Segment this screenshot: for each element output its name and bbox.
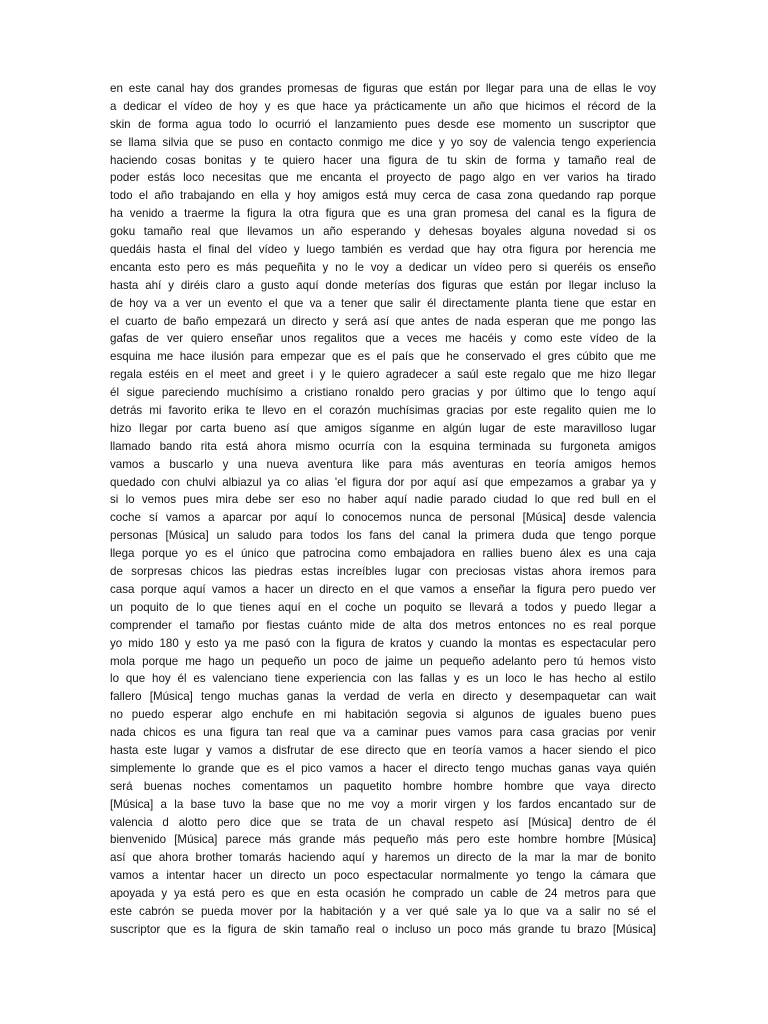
text-line: haciendo cosas bonitas y te quiero hacer una figura de tu skin de forma y tamaño real de xyxy=(110,153,656,167)
text-line: gafas de ver quiero enseñar unos regalitos que a veces me hacéis y como este vídeo de la xyxy=(110,332,656,346)
text-line: hasta ahí y diréis claro a gusto aquí donde meterías dos figuras que están por llegar incluso la xyxy=(110,278,656,292)
text-line: yo mido 180 y esto ya me pasó con la figura de kratos y cuando la montas es espectacular pero xyxy=(110,636,656,650)
text-line: si lo vemos pues mira debe ser eso no haber aquí nadie parado ciudad lo que red bull en el xyxy=(110,493,656,507)
text-line: vamos a buscarlo y una nueva aventura like para más aventuras en teoría amigos hemos xyxy=(110,457,656,471)
text-line: todo el año trabajando en ella y hoy amigos está muy cerca de casa zona quedando rap porque xyxy=(110,189,656,203)
text-line: skin de forma agua todo lo ocurrió el lanzamiento pues desde ese momento un suscriptor que xyxy=(110,117,656,131)
text-line: fallero [Música] tengo muchas ganas la verdad de verla en directo y desempaquetar can wait xyxy=(110,690,656,704)
text-line: nada chicos es una figura tan real que va a caminar pues vamos para casa gracias por venir xyxy=(110,726,656,740)
text-line: lo que hoy él es valenciano tiene experiencia con las fallas y es un loco le has hecho al estilo xyxy=(110,672,656,686)
text-line: suscriptor que es la figura de skin tamaño real o incluso un poco más grande tu brazo [Música] xyxy=(110,922,656,936)
text-line: comprender el tamaño por fiestas cuánto mide de alta dos metros entonces no es real porque xyxy=(110,618,656,632)
text-line: llega porque yo es el único que patrocina como embajadora en rallies bueno álex es una caja xyxy=(110,547,656,561)
text-line: de sorpresas chicos las piedras estas increíbles lugar con preciosas vistas ahora iremos para xyxy=(110,565,656,579)
text-line: regala estéis en el meet and greet i y le quiero agradecer a saúl este regalo que me hizo llegar xyxy=(110,368,656,382)
text-line: se llama silvia que se puso en contacto conmigo me dice y yo soy de valencia tengo experiencia xyxy=(110,135,656,149)
text-line: será buenas noches comentamos un paquetito hombre hombre hombre que vaya directo xyxy=(110,779,656,793)
text-line: goku tamaño real que llevamos un año esperando y dehesas boyales alguna novedad si os xyxy=(110,225,656,239)
text-line: apoyada y ya está pero es que en esta ocasión he comprado un cable de 24 metros para que xyxy=(110,887,656,901)
text-line: quedado con chulvi albiazul ya co alias 'el figura dor por aquí así que empezamos a grabar ya y xyxy=(110,475,656,489)
text-line: un poquito de lo que tienes aquí en el coche un poquito se llevará a todos y puedo llegar a xyxy=(110,600,656,614)
text-line: llamado bando rita está ahora mismo ocurría con la esquina terminada su furgoneta amigos xyxy=(110,439,656,453)
text-line: casa porque aquí vamos a hacer un directo en el que vamos a enseñar la figura pero puedo ver xyxy=(110,582,656,596)
transcript-text xyxy=(110,80,656,939)
text-line: personas [Música] un saludo para todos los fans del canal la primera duda que tengo porque xyxy=(110,529,656,543)
text-line: ha venido a traerme la figura la otra figura que es una gran promesa del canal es la figura de xyxy=(110,207,656,221)
text-line: poder estás loco necesitas que me encanta el proyecto de pago algo en ver varios ha tirado xyxy=(110,171,656,185)
text-line: así que ahora brother tomarás haciendo aquí y haremos un directo de la mar la mar de bonito xyxy=(110,851,656,865)
text-line: a dedicar el vídeo de hoy y es que hace ya prácticamente un año que hicimos el récord de la xyxy=(110,99,656,113)
text-line: simplemente lo grande que es el pico vamos a hacer el directo tengo muchas ganas vaya quién xyxy=(110,761,656,775)
text-line: esquina me hace ilusión para empezar que es el país que he conservado el gres cúbito que me xyxy=(110,350,656,364)
text-line: encanta esto pero es más pequeñita y no le voy a dedicar un vídeo pero si queréis os enseño xyxy=(110,260,656,274)
text-line: hizo llegar por carta bueno así que amigos síganme en algún lugar de este maravilloso lugar xyxy=(110,421,656,435)
text-line: mola porque me hago un pequeño un poco de jaime un pequeño adelanto pero tú hemos visto xyxy=(110,654,656,668)
text-line: coche sí vamos a aparcar por aquí lo conocemos nunca de personal [Música] desde valencia xyxy=(110,511,656,525)
text-line: de hoy va a ver un evento el que va a tener que salir él directamente planta tiene que estar en xyxy=(110,296,656,310)
text-line: bienvenido [Música] parece más grande más pequeño más pero este hombre hombre [Música] xyxy=(110,833,656,847)
text-line: vamos a intentar hacer un directo un poco espectacular normalmente yo tengo la cámara que xyxy=(110,869,656,883)
text-line: este cabrón se pueda mover por la habitación y a ver qué sale ya lo que va a salir no sé el xyxy=(110,904,656,918)
text-line: el cuarto de baño empezará un directo y será así que antes de nada esperan que me pongo las xyxy=(110,314,656,328)
text-line: no puedo esperar algo enchufe en mi habitación segovia si algunos de iguales bueno pues xyxy=(110,708,656,722)
text-line: [Música] a la base tuvo la base que no me voy a morir virgen y los fardos encantado sur de xyxy=(110,797,656,811)
text-line: valencia d alotto pero dice que se trata de un chaval respeto así [Música] dentro de él xyxy=(110,815,656,829)
text-line: detrás mi favorito erika te llevo en el corazón muchísimas gracias por este regalito quien me lo xyxy=(110,404,656,418)
text-line: él sigue pareciendo muchísimo a cristiano ronaldo pero gracias y por último que lo tengo aquí xyxy=(110,386,656,400)
text-line: quedáis hasta el final del vídeo y luego también es verdad que hay otra figura por herencia me xyxy=(110,243,656,257)
text-line: en este canal hay dos grandes promesas de figuras que están por llegar para una de ellas le voy xyxy=(110,82,656,95)
text-line: hasta este lugar y vamos a disfrutar de ese directo que en teoría vamos a hacer siendo el pico xyxy=(110,743,656,757)
